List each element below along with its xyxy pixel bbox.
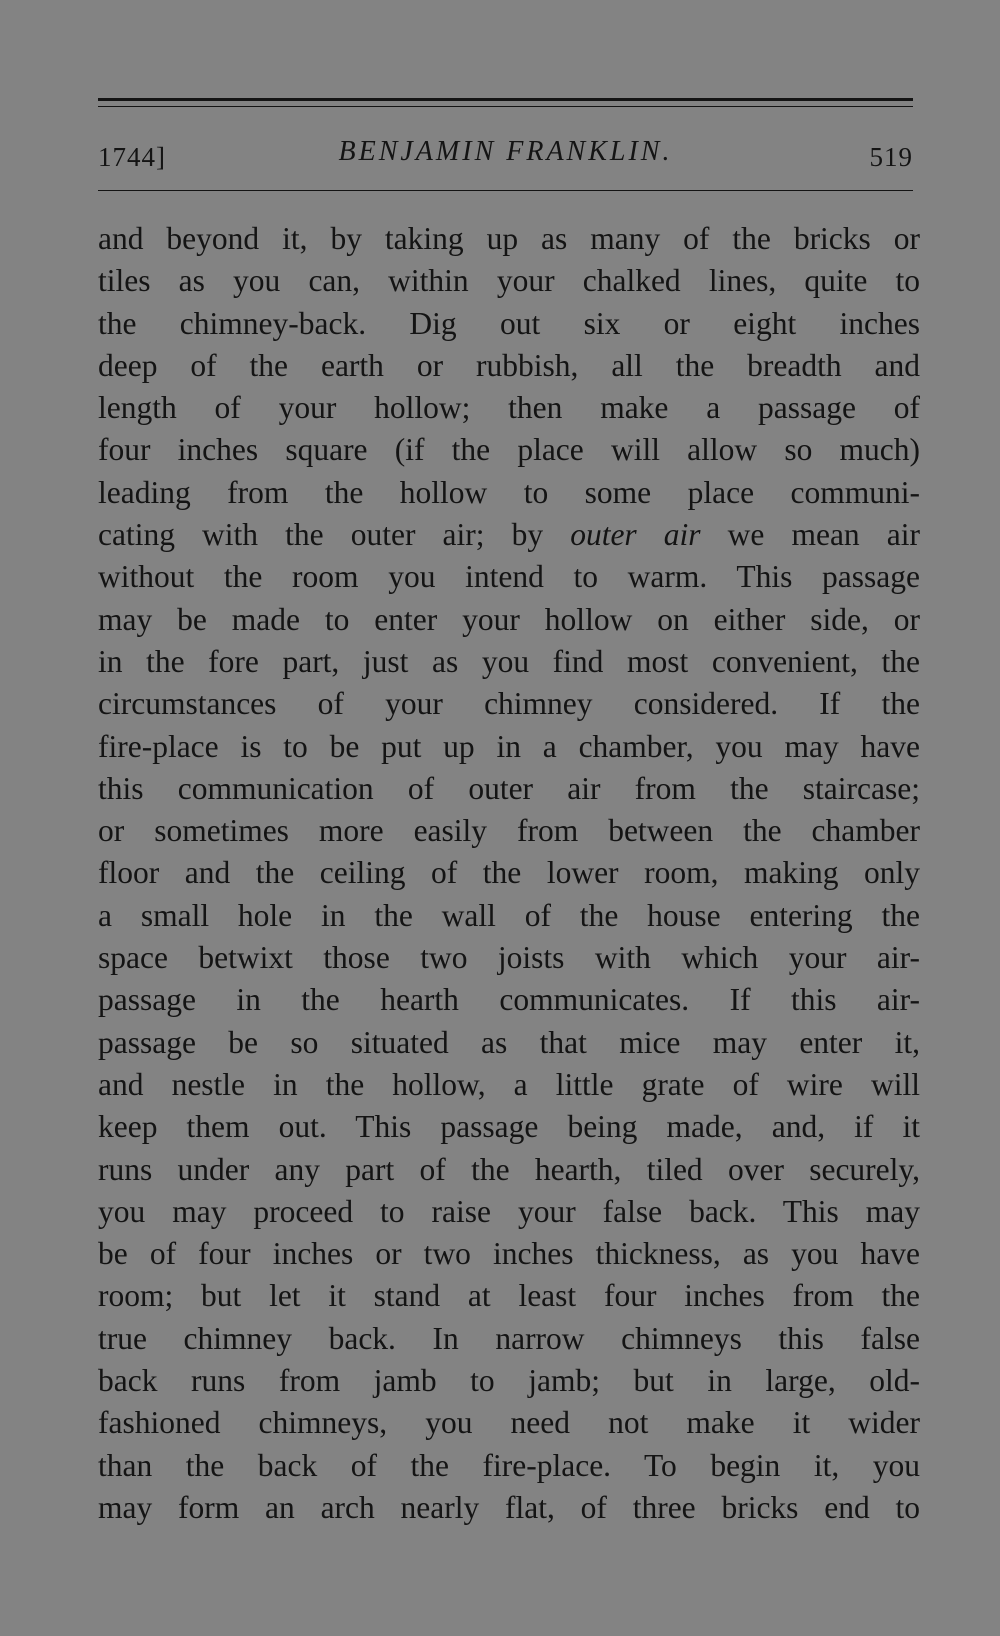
text-line: may be made to enter your hollow on either side, or — [98, 601, 920, 637]
text-line: and nestle in the hollow, a little grate of wire will — [98, 1066, 920, 1102]
text-line: or sometimes more easily from between the chamber — [98, 813, 920, 849]
text-line: circumstances of your chimney considered. If the — [98, 686, 920, 722]
text-line: the chimney-back. Dig out six or eight inches — [98, 305, 920, 341]
text-line: in the fore part, just as you find most convenient, the — [98, 643, 920, 679]
text-line: than the back of the fire-place. To begin it, you — [98, 1447, 920, 1483]
header-year: 1744] — [98, 142, 166, 172]
text-segment: we mean air — [727, 517, 920, 553]
text-line: space betwixt those two joists with which your air- — [98, 940, 920, 976]
header-title: BENJAMIN FRANKLIN. — [338, 136, 673, 167]
text-line: passage in the hearth communicates. If this air- — [98, 982, 920, 1018]
text-line: passage be so situated as that mice may enter it, — [98, 1024, 920, 1060]
text-line: tiles as you can, within your chalked lines, quite to — [98, 263, 920, 299]
text-segment: cating with the outer air; by — [98, 517, 544, 553]
running-header — [98, 136, 913, 176]
text-line: be of four inches or two inches thickness, as you have — [98, 1236, 920, 1272]
text-line: back runs from jamb to jamb; but in large, old- — [98, 1363, 920, 1399]
text-line: fashioned chimneys, you need not make it wider — [98, 1405, 920, 1441]
text-line: keep them out. This passage being made, and, if it — [98, 1109, 920, 1145]
top-rule-thin — [98, 106, 913, 107]
text-line: fire-place is to be put up in a chamber, you may have — [98, 728, 920, 764]
text-line: this communication of outer air from the staircase; — [98, 770, 920, 806]
body-text — [98, 218, 920, 1529]
page-number: 519 — [869, 142, 913, 172]
text-line: a small hole in the wall of the house entering the — [98, 897, 920, 933]
text-line: may form an arch nearly flat, of three bricks end to — [98, 1489, 920, 1525]
header-rule — [98, 190, 913, 191]
text-line: deep of the earth or rubbish, all the breadth and — [98, 347, 920, 383]
text-line: length of your hollow; then make a passage of — [98, 390, 920, 426]
italic-phrase: outer air — [570, 517, 701, 553]
text-line: floor and the ceiling of the lower room, making only — [98, 855, 920, 891]
text-line: and beyond it, by taking up as many of the bricks or — [98, 221, 920, 256]
text-line: leading from the hollow to some place communi- — [98, 474, 920, 510]
text-line: without the room you intend to warm. This passage — [98, 559, 920, 595]
text-line: true chimney back. In narrow chimneys this false — [98, 1320, 920, 1356]
text-line: room; but let it stand at least four inches from the — [98, 1278, 920, 1314]
text-line: you may proceed to raise your false back. This may — [98, 1193, 920, 1229]
top-rule-thick — [98, 98, 913, 101]
text-line-mixed — [98, 514, 920, 556]
text-line: four inches square (if the place will allow so much) — [98, 432, 920, 468]
text-line: runs under any part of the hearth, tiled over securely, — [98, 1151, 920, 1187]
